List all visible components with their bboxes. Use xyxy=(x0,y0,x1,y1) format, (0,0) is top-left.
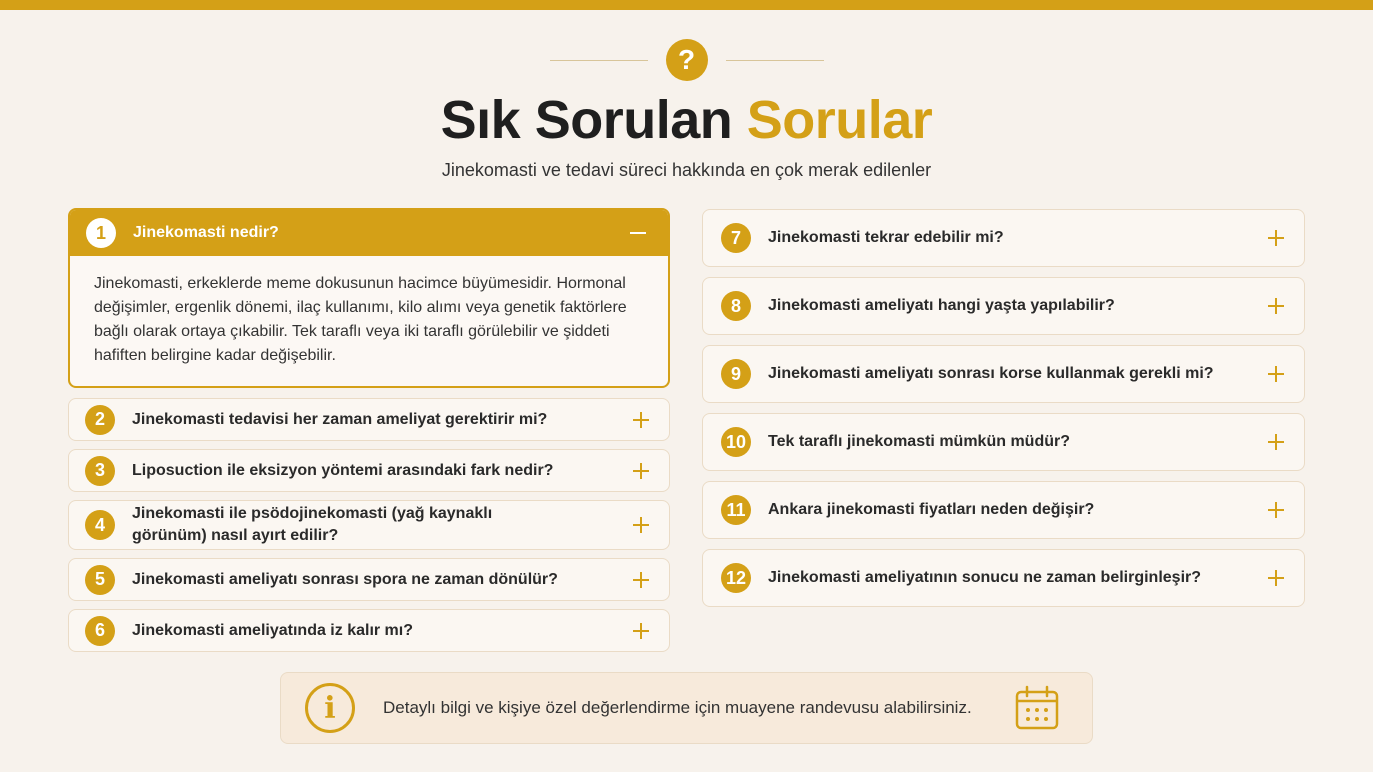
faq-item[interactable] xyxy=(702,549,1305,607)
info-text: Detaylı bilgi ve kişiye özel değerlendirme için muayene randevusu alabilirsiniz. xyxy=(383,698,972,717)
faq-number-badge: 8 xyxy=(721,291,751,321)
faq-number-badge: 7 xyxy=(721,223,751,253)
faq-item-open xyxy=(68,208,670,388)
faq-question: Jinekomasti ile psödojinekomasti (yağ kaynaklı görünüm) nasıl ayırt edilir? xyxy=(132,505,493,544)
faq-question-header[interactable] xyxy=(70,210,668,256)
faq-question: Tek taraflı jinekomasti mümkün müdür? xyxy=(768,433,1070,450)
faq-number-badge: 10 xyxy=(721,427,751,457)
question-mark-icon: ? xyxy=(666,39,708,81)
faq-question: Liposuction ile eksizyon yöntemi arasındaki fark nedir? xyxy=(132,461,554,479)
plus-icon[interactable] xyxy=(1266,228,1286,248)
faq-item[interactable] xyxy=(68,449,670,492)
top-accent-bar xyxy=(0,0,1373,10)
faq-question: Jinekomasti tedavisi her zaman ameliyat gerektirir mi? xyxy=(132,410,548,428)
faq-item[interactable] xyxy=(68,558,670,601)
title-main: Sık Sorulan xyxy=(440,90,733,150)
faq-item[interactable] xyxy=(68,609,670,652)
faq-number-badge: 3 xyxy=(85,456,115,486)
plus-icon[interactable] xyxy=(1266,364,1286,384)
faq-number-badge: 1 xyxy=(86,218,116,248)
faq-number-badge: 4 xyxy=(85,510,115,540)
faq-question: Jinekomasti nedir? xyxy=(133,224,279,241)
faq-right-column xyxy=(702,209,1305,617)
faq-number-badge: 11 xyxy=(721,495,751,525)
faq-question: Ankara jinekomasti fiyatları neden değişir? xyxy=(768,501,1095,518)
faq-question: Jinekomasti ameliyatı sonrası spora ne zaman dönülür? xyxy=(132,570,558,588)
plus-icon[interactable] xyxy=(1266,500,1286,520)
plus-icon[interactable] xyxy=(631,410,651,430)
plus-icon[interactable] xyxy=(631,621,651,641)
faq-question: Jinekomasti ameliyatı sonrası korse kullanmak gerekli mi? xyxy=(768,365,1214,382)
plus-icon[interactable] xyxy=(1266,296,1286,316)
divider-right xyxy=(726,60,824,61)
faq-number-badge: 6 xyxy=(85,616,115,646)
plus-icon[interactable] xyxy=(631,570,651,590)
faq-question: Jinekomasti ameliyatında iz kalır mı? xyxy=(132,621,413,639)
title-accent: Sorular xyxy=(746,90,933,150)
page-header xyxy=(0,36,1373,181)
faq-number-badge: 2 xyxy=(85,405,115,435)
faq-item[interactable] xyxy=(702,481,1305,539)
faq-number-badge: 9 xyxy=(721,359,751,389)
faq-answer: Jinekomasti, erkeklerde meme dokusunun hacimce büyümesidir. Hormonal değişimler, ergenlik dönemi, ilaç kullanımı, kilo alımı veya genetik faktörlere bağlı olarak ortaya çıkabilir. Tek taraflı veya iki taraflı görülebilir ve şiddeti hafiften belirgine kadar değişebilir. xyxy=(94,275,627,364)
badge-row xyxy=(0,36,1373,84)
faq-question: Jinekomasti tekrar edebilir mi? xyxy=(768,229,1004,246)
plus-icon[interactable] xyxy=(631,515,651,535)
plus-icon[interactable] xyxy=(1266,432,1286,452)
minus-icon[interactable] xyxy=(630,232,646,234)
info-icon: i xyxy=(305,683,355,733)
page-title xyxy=(0,90,1373,150)
faq-item[interactable] xyxy=(702,277,1305,335)
faq-number-badge: 12 xyxy=(721,563,751,593)
faq-item[interactable] xyxy=(702,345,1305,403)
faq-item[interactable] xyxy=(702,413,1305,471)
plus-icon[interactable] xyxy=(631,461,651,481)
plus-icon[interactable] xyxy=(1266,568,1286,588)
faq-number-badge: 5 xyxy=(85,565,115,595)
page-subtitle: Jinekomasti ve tedavi süreci hakkında en çok merak edilenler xyxy=(441,160,932,180)
faq-item[interactable] xyxy=(68,398,670,441)
faq-question: Jinekomasti ameliyatının sonucu ne zaman belirginleşir? xyxy=(768,569,1202,586)
info-banner xyxy=(280,672,1093,744)
faq-left-column xyxy=(68,208,670,660)
faq-item[interactable] xyxy=(68,500,670,550)
divider-left xyxy=(550,60,648,61)
faq-item[interactable] xyxy=(702,209,1305,267)
faq-question: Jinekomasti ameliyatı hangi yaşta yapılabilir? xyxy=(768,297,1115,314)
calendar-icon xyxy=(1014,685,1060,731)
